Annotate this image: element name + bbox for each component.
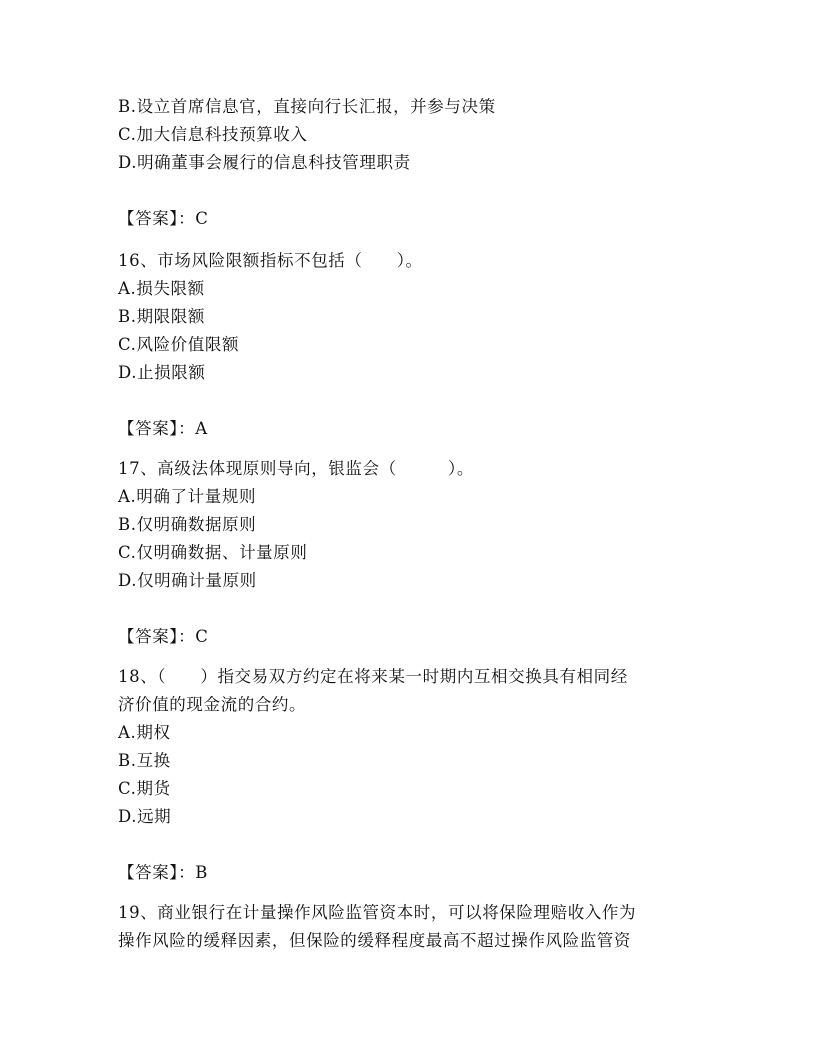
q16-option-a: A.损失限额 [118, 279, 205, 298]
q16-option-b: B.期限限额 [118, 307, 205, 326]
q15-option-c: C.加大信息科技预算收入 [118, 125, 308, 144]
q15-answer: 【答案】：C [118, 209, 209, 228]
q16-option-d: D.止损限额 [118, 363, 206, 382]
q18-option-c: C.期货 [118, 779, 171, 798]
q19-stem-line-2: 操作风险的缓释因素，但保险的缓释程度最高不超过操作风险监管资 [118, 931, 631, 950]
q17-stem: 17、高级法体现原则导向，银监会（ ）。 [118, 459, 474, 478]
q19-stem-line-1: 19、商业银行在计量操作风险监管资本时，可以将保险理赔收入作为 [118, 903, 637, 922]
q17-option-a: A.明确了计量规则 [118, 487, 257, 506]
q17-answer: 【答案】：C [118, 627, 209, 646]
q15-option-b: B.设立首席信息官，直接向行长汇报，并参与决策 [118, 97, 496, 116]
q17-option-b: B.仅明确数据原则 [118, 515, 257, 534]
q18-option-d: D.远期 [118, 807, 172, 826]
q18-stem-line-2: 济价值的现金流的合约。 [118, 695, 307, 714]
q18-stem-line-1: 18、（ ）指交易双方约定在将来某一时期内互相交换具有相同经 [118, 667, 628, 686]
q18-answer: 【答案】：B [118, 863, 208, 882]
q16-stem: 16、市场风险限额指标不包括（ ）。 [118, 251, 423, 270]
q15-option-d: D.明确董事会履行的信息科技管理职责 [118, 153, 411, 172]
q16-answer: 【答案】：A [118, 419, 208, 438]
q18-option-b: B.互换 [118, 751, 171, 770]
q17-option-c: C.仅明确数据、计量原则 [118, 543, 308, 562]
q17-option-d: D.仅明确计量原则 [118, 571, 257, 590]
q16-option-c: C.风险价值限额 [118, 335, 240, 354]
q18-option-a: A.期权 [118, 723, 171, 742]
